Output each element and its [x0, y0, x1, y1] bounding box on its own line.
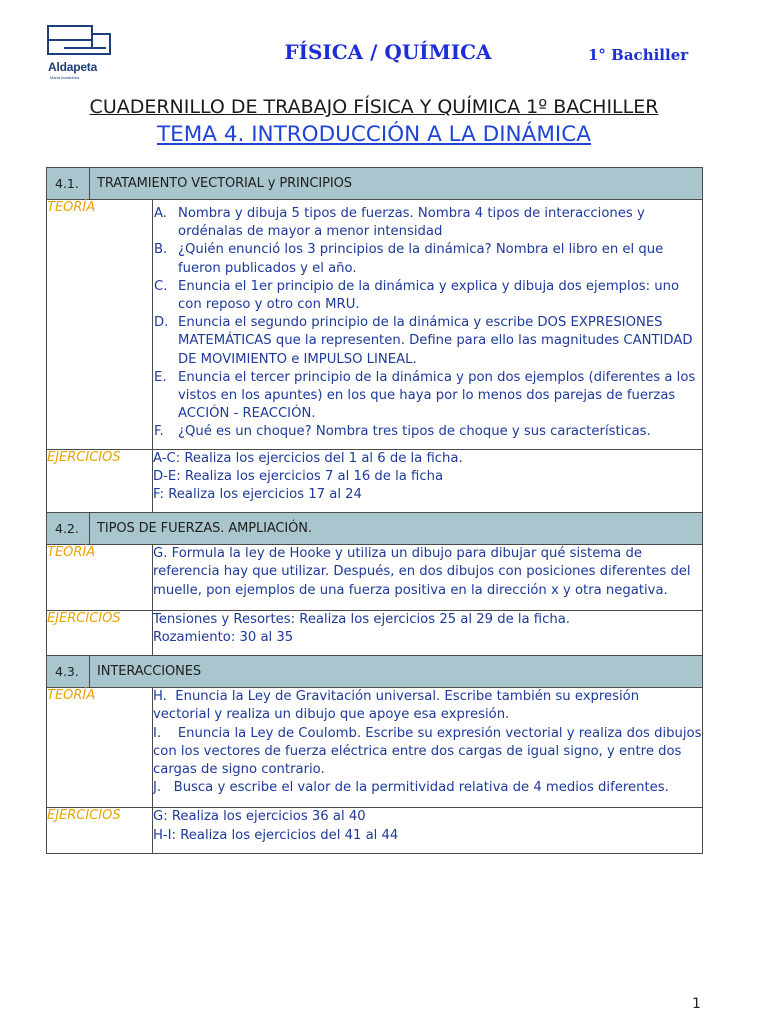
section-title: TRATAMIENTO VECTORIAL y PRINCIPIOS: [90, 168, 703, 200]
logo-subtitle: Maria Ikastetxea: [50, 75, 80, 80]
section-title: TIPOS DE FUERZAS. AMPLIACIÓN.: [90, 513, 703, 545]
teoria-content: [153, 545, 703, 611]
ejercicio-line: A-C: Realiza los ejercicios del 1 al 6 de la ficha.: [153, 450, 463, 466]
ejercicio-line: H-I: Realiza los ejercicios del 41 al 44: [153, 827, 399, 843]
item-text: ¿Quién enunció los 3 principios de la dinámica? Nombra el libro en el que fueron publicados y el año.: [178, 242, 664, 276]
ejercicios-row: [47, 449, 703, 513]
ejercicios-label: EJERCICIOS: [47, 449, 153, 513]
item-text: Enuncia el 1er principio de la dinámica y explica y dibuja dos ejemplos: uno con reposo y otro con MRU.: [178, 278, 680, 313]
teoria-content: [153, 200, 703, 450]
ejercicios-content: [153, 610, 703, 655]
teoria-item: [153, 205, 702, 241]
work-plan-table: [46, 167, 706, 854]
header-subject: FÍSICA / QUÍMICA: [284, 40, 492, 64]
page-number: 1: [692, 996, 701, 1012]
item-text: Enuncia el segundo principio de la dinámica y escribe DOS EXPRESIONES MATEMÁTICAS que la representen. Define para ello las magnitudes CANTIDAD DE MOVIMIENTO e IMPULSO LINEAL.: [178, 315, 693, 367]
ejercicios-row: [47, 610, 703, 655]
teoria-line: I. Enuncia la Ley de Coulomb. Escribe su expresión vectorial y realiza dos dibujos con los vectores de fuerza eléctrica entre dos cargas de igual signo, y entre dos cargas de signo contrario.: [153, 725, 706, 778]
ejercicio-line: G: Realiza los ejercicios 36 al 40: [153, 809, 366, 825]
ejercicio-line: Tensiones y Resortes: Realiza los ejercicios 25 al 29 de la ficha.: [153, 611, 570, 627]
teoria-item: [153, 369, 702, 424]
ejercicios-row: [47, 808, 703, 853]
teoria-label: TEORÍA: [47, 688, 153, 808]
item-letter: A.: [154, 206, 167, 221]
section-number: 4.2.: [47, 513, 90, 545]
section-header: [47, 513, 703, 545]
teoria-line: J. Busca y escribe el valor de la permitividad relativa de 4 medios diferentes.: [153, 780, 669, 796]
teoria-content: [153, 688, 706, 808]
ejercicio-line: D-E: Realiza los ejercicios 7 al 16 de la ficha: [153, 468, 444, 484]
teoria-line: G. Formula la ley de Hooke y utiliza un dibujo para dibujar qué sistema de referencia hay que utilizar. Después, en dos dibujos con posiciones diferentes del muelle, pon ejemplos de una fuerza positiva en la dirección x y otra negativa.: [153, 546, 691, 598]
section-number: 4.3.: [47, 656, 90, 688]
teoria-item: [153, 278, 702, 314]
teoria-row: [47, 200, 703, 450]
logo-building-icon: [46, 24, 112, 58]
item-letter: E.: [154, 369, 167, 385]
ejercicios-label: EJERCICIOS: [47, 610, 153, 655]
item-text: Nombra y dibuja 5 tipos de fuerzas. Nombra 4 tipos de interacciones y ordénalas de mayor a menor intensidad: [178, 206, 645, 240]
teoria-line: H. Enuncia la Ley de Gravitación universal. Escribe también su expresión vectorial y realiza un dibujo que apoye esa expresión.: [153, 689, 656, 723]
teoria-label: TEORÍA: [47, 545, 153, 611]
item-letter: C.: [154, 278, 168, 294]
item-letter: F.: [154, 424, 164, 440]
teoria-row: [47, 545, 703, 611]
teoria-label: TEORÍA: [47, 200, 153, 450]
item-letter: D.: [154, 315, 169, 331]
teoria-item: [153, 423, 702, 441]
ejercicios-content: [153, 449, 703, 513]
teoria-item: [153, 241, 702, 277]
item-letter: B.: [154, 242, 168, 258]
topic-title: TEMA 4. INTRODUCCIÓN A LA DINÁMICA: [157, 122, 591, 147]
ejercicios-content: [153, 808, 703, 853]
teoria-item: [153, 314, 702, 369]
header-level: 1° Bachiller: [588, 46, 689, 64]
school-logo: [46, 24, 116, 80]
ejercicios-label: EJERCICIOS: [47, 808, 153, 853]
ejercicio-line: F: Realiza los ejercicios 17 al 24: [153, 487, 362, 503]
item-text: Enuncia el tercer principio de la dinámica y pon dos ejemplos (diferentes a los vistos en los apuntes) en los que haya por lo menos dos parejas de fuerzas ACCIÓN - REACCIÓN.: [178, 369, 696, 422]
teoria-row: [47, 688, 703, 808]
ejercicio-line: Rozamiento: 30 al 35: [153, 630, 294, 646]
section-header: [47, 656, 703, 688]
section-header: [47, 168, 703, 200]
item-text: ¿Qué es un choque? Nombra tres tipos de choque y sus características.: [178, 424, 651, 440]
teoria-list: [153, 205, 702, 442]
logo-name: Aldapeta: [48, 60, 98, 74]
section-number: 4.1.: [47, 168, 90, 200]
section-title: INTERACCIONES: [90, 656, 703, 688]
document-title: CUADERNILLO DE TRABAJO FÍSICA Y QUÍMICA 1º BACHILLER: [89, 96, 659, 118]
